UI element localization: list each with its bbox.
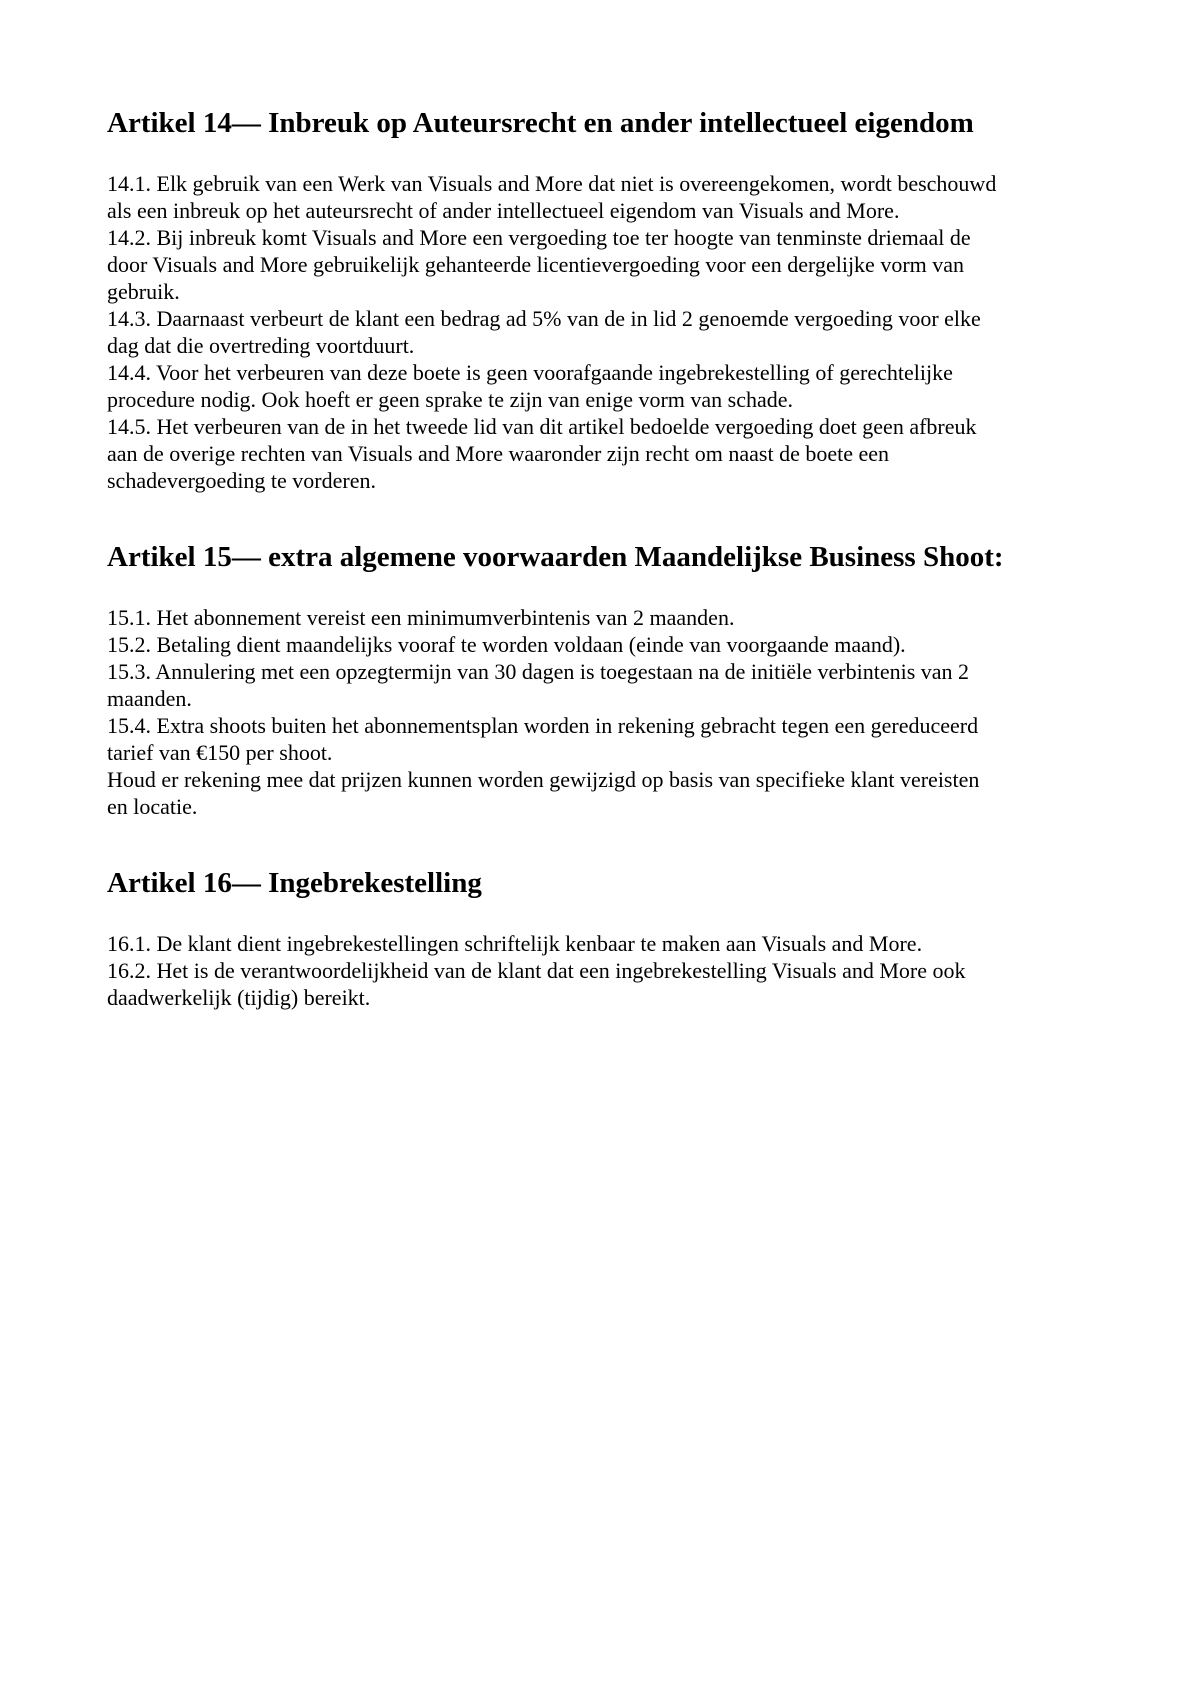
article-16-section — [107, 866, 1002, 1011]
clause-14-3: 14.3. Daarnaast verbeurt de klant een bedrag ad 5% van de in lid 2 genoemde vergoeding voor elke dag dat die overtreding voortduurt. — [107, 306, 981, 358]
clause-15-4: 15.4. Extra shoots buiten het abonnementsplan worden in rekening gebracht tegen een gereduceerd tarief van €150 per shoot. — [107, 713, 979, 765]
clause-14-2: 14.2. Bij inbreuk komt Visuals and More een vergoeding toe ter hoogte van tenminste driemaal de door Visuals and More gebruikelijk gehanteerde licentievergoeding voor een dergelijke vorm van gebruik. — [107, 225, 971, 304]
document-content — [107, 106, 1002, 1011]
article-16-body — [107, 930, 1002, 1011]
clause-15-3: 15.3. Annulering met een opzegtermijn van 30 dagen is toegestaan na de initiële verbintenis van 2 maanden. — [107, 659, 970, 711]
clause-14-5: 14.5. Het verbeuren van de in het tweede lid van dit artikel bedoelde vergoeding doet geen afbreuk aan de overige rechten van Visuals and More waaronder zijn recht om naast de boete een schadevergoeding te vorderen. — [107, 414, 977, 493]
clause-14-1: 14.1. Elk gebruik van een Werk van Visuals and More dat niet is overeengekomen, wordt beschouwd als een inbreuk op het auteursrecht of ander intellectueel eigendom van Visuals and More. — [107, 171, 997, 223]
clause-16-2: 16.2. Het is de verantwoordelijkheid van de klant dat een ingebrekestelling Visuals and More ook daadwerkelijk (tijdig) bereikt. — [107, 958, 966, 1010]
clause-15-1: 15.1. Het abonnement vereist een minimumverbintenis van 2 maanden. — [107, 605, 735, 630]
article-14-heading: Artikel 14— Inbreuk op Auteursrecht en ander intellectueel eigendom — [107, 107, 974, 139]
clause-15-note: Houd er rekening mee dat prijzen kunnen worden gewijzigd op basis van specifieke klant vereisten en locatie. — [107, 767, 980, 819]
clause-15-2: 15.2. Betaling dient maandelijks vooraf te worden voldaan (einde van voorgaande maand). — [107, 632, 906, 657]
article-14-body — [107, 170, 1002, 494]
article-15-heading: Artikel 15— extra algemene voorwaarden Maandelijkse Business Shoot: — [107, 541, 1004, 573]
article-15-body — [107, 604, 1002, 820]
article-16-heading: Artikel 16— Ingebrekestelling — [107, 867, 482, 899]
clause-16-1: 16.1. De klant dient ingebrekestellingen schriftelijk kenbaar te maken aan Visuals and More. — [107, 931, 923, 956]
article-14-section — [107, 106, 1002, 494]
clause-14-4: 14.4. Voor het verbeuren van deze boete is geen voorafgaande ingebrekestelling of gerechtelijke procedure nodig. Ook hoeft er geen sprake te zijn van enige vorm van schade. — [107, 360, 953, 412]
article-15-section — [107, 540, 1002, 820]
